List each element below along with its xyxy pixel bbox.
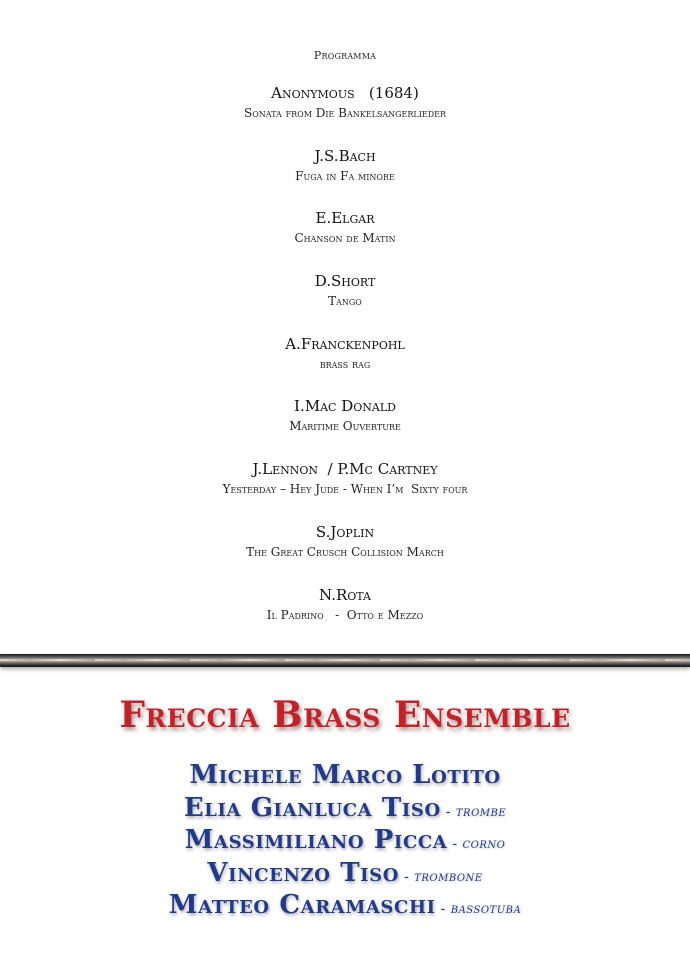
piece-title: The Great Crusch Collision March bbox=[246, 544, 444, 559]
member-name: Vincenzo Tiso bbox=[207, 857, 400, 888]
member-line bbox=[0, 890, 690, 923]
program-entry bbox=[0, 147, 690, 210]
composer-name: J.Lennon / P.Mc Cartney bbox=[252, 460, 438, 479]
ensemble-title: Freccia Brass Ensemble bbox=[119, 694, 571, 736]
program-entry bbox=[0, 272, 690, 335]
piece-title: brass rag bbox=[319, 356, 371, 371]
composer-name: D.Short bbox=[314, 272, 376, 291]
piece-title: Il Padrino - Otto e Mezzo bbox=[266, 607, 424, 622]
piece-title: Sonata from Die Bankelsangerlieder bbox=[243, 106, 446, 120]
piece-title: Chanson de Matin bbox=[294, 231, 396, 246]
composer-name: E.Elgar bbox=[315, 209, 375, 228]
piece-title: Yesterday – Hey Jude - When I’m Sixty four bbox=[222, 482, 468, 497]
member-instrument: - trombone bbox=[399, 868, 483, 885]
member-line bbox=[0, 760, 690, 793]
composer-name: J.S.Bach bbox=[314, 146, 376, 165]
member-name: Massimiliano Picca bbox=[184, 825, 448, 855]
member-name: Michele Marco Lotito bbox=[189, 760, 501, 790]
member-name: Elia Gianluca Tiso bbox=[183, 792, 441, 823]
member-instrument: - trombe bbox=[440, 803, 507, 820]
metal-divider-bar bbox=[0, 654, 690, 667]
member-line bbox=[0, 858, 690, 891]
program-list bbox=[0, 84, 690, 648]
member-list bbox=[0, 760, 690, 923]
composer-name: A.Franckenpohl bbox=[285, 334, 405, 353]
programma-heading: Programma bbox=[313, 49, 377, 62]
composer-name: Anonymous (1684) bbox=[271, 84, 419, 102]
program-entry bbox=[0, 209, 690, 272]
piece-title: Tango bbox=[328, 294, 362, 309]
composer-name: S.Joplin bbox=[315, 522, 375, 541]
program-entry bbox=[0, 523, 690, 586]
composer-name: N.Rota bbox=[319, 585, 371, 604]
program-entry bbox=[0, 460, 690, 523]
member-line bbox=[0, 825, 690, 858]
program-entry bbox=[0, 586, 690, 649]
composer-name: I.Mac Donald bbox=[294, 397, 396, 416]
member-instrument: - corno bbox=[447, 836, 506, 852]
piece-title: Maritime Ouverture bbox=[289, 419, 401, 434]
program-entry bbox=[0, 335, 690, 398]
member-name: Matteo Caramaschi bbox=[168, 890, 436, 920]
program-entry bbox=[0, 84, 690, 147]
program-entry bbox=[0, 397, 690, 460]
member-instrument: - bassotuba bbox=[435, 901, 522, 917]
member-line bbox=[0, 793, 690, 826]
piece-title: Fuga in Fa minore bbox=[295, 168, 395, 183]
divider-highlight bbox=[0, 659, 690, 661]
